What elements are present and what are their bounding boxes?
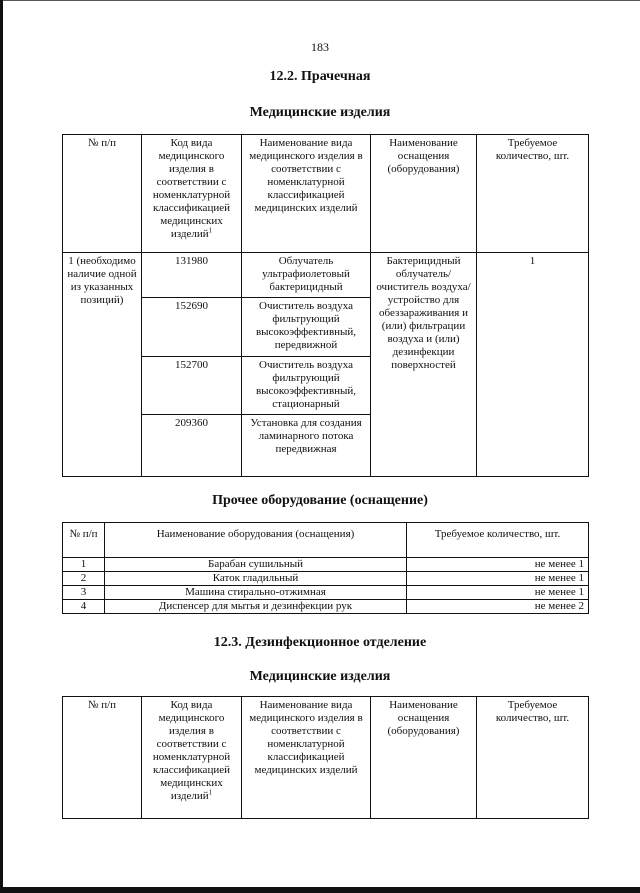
medical-devices-table-laundry (62, 134, 589, 477)
page-number: 183 (311, 40, 329, 54)
header-num: № п/п (63, 135, 142, 253)
item-name: Установка для создания ламинарного потока передвижная (242, 415, 371, 477)
row-num: 1 (63, 558, 105, 572)
row-quantity: не менее 1 (407, 586, 589, 600)
header-num: № п/п (63, 523, 105, 558)
row-num: 3 (63, 586, 105, 600)
row-quantity: не менее 2 (407, 600, 589, 614)
section-title-laundry: 12.2. Прачечная (269, 69, 371, 84)
row-num: 2 (63, 572, 105, 586)
table-row (63, 572, 589, 586)
table-header-row (63, 523, 589, 558)
header-name: Наименование вида медицинского изделия в соответствии с номенклатурной классификацией медицинских изделий (242, 697, 371, 819)
row-name: Барабан сушильный (105, 558, 407, 572)
header-code-footnote: 1 (208, 226, 213, 235)
section-subtitle-medical-devices-2: Медицинские изделия (249, 669, 391, 684)
table-row (63, 600, 589, 614)
header-code (142, 135, 242, 253)
scan-edge-bottom (0, 887, 640, 893)
item-name: Облучатель ультрафиолетовый бактерицидный (242, 253, 371, 298)
item-code: 209360 (142, 415, 242, 477)
other-equipment-table (62, 522, 589, 614)
row-num: 4 (63, 600, 105, 614)
item-name: Очиститель воздуха фильтрующий высокоэффективный, стационарный (242, 357, 371, 415)
header-equipment: Наименование оснащения (оборудования) (371, 697, 477, 819)
header-num: № п/п (63, 697, 142, 819)
scan-edge-top (0, 0, 640, 1)
header-name: Наименование оборудования (оснащения) (105, 523, 407, 558)
row-quantity: не менее 1 (407, 572, 589, 586)
section-title-disinfection: 12.3. Дезинфекционное отделение (213, 635, 427, 650)
section-title-other-equipment: Прочее оборудование (оснащение) (212, 493, 428, 508)
header-equipment: Наименование оснащения (оборудования) (371, 135, 477, 253)
header-quantity: Требуемое количество, шт. (477, 697, 589, 819)
header-code-text: Код вида медицинского изделия в соответствии с номенклатурной классификацией медицинских изделий (152, 137, 231, 240)
table-row (63, 586, 589, 600)
item-code: 152690 (142, 298, 242, 357)
row-name: Диспенсер для мытья и дезинфекции рук (105, 600, 407, 614)
header-name: Наименование вида медицинского изделия в соответствии с номенклатурной классификацией медицинских изделий (242, 135, 371, 253)
header-code-footnote: 1 (208, 788, 213, 797)
row-name: Машина стирально-отжимная (105, 586, 407, 600)
item-code: 131980 (142, 253, 242, 298)
row-num: 1 (необходимо наличие одной из указанных позиций) (63, 253, 142, 477)
table-row (63, 253, 589, 298)
scan-edge-left (0, 0, 3, 893)
section-subtitle-medical-devices: Медицинские изделия (249, 105, 391, 120)
header-code (142, 697, 242, 819)
row-name: Каток гладильный (105, 572, 407, 586)
medical-devices-table-disinfection (62, 696, 589, 819)
table-row (63, 558, 589, 572)
item-name: Очиститель воздуха фильтрующий высокоэффективный, передвижной (242, 298, 371, 357)
row-quantity: не менее 1 (407, 558, 589, 572)
header-quantity: Требуемое количество, шт. (477, 135, 589, 253)
header-code-text: Код вида медицинского изделия в соответствии с номенклатурной классификацией медицинских изделий (152, 699, 231, 802)
table-header-row (63, 697, 589, 819)
item-code: 152700 (142, 357, 242, 415)
row-equipment: Бактерицидный облучатель/ очиститель воздуха/ устройство для обеззараживания и (или) фильтрации воздуха и (или) дезинфекции поверхностей (371, 253, 477, 477)
table-header-row (63, 135, 589, 253)
header-quantity: Требуемое количество, шт. (407, 523, 589, 558)
row-quantity: 1 (477, 253, 589, 477)
